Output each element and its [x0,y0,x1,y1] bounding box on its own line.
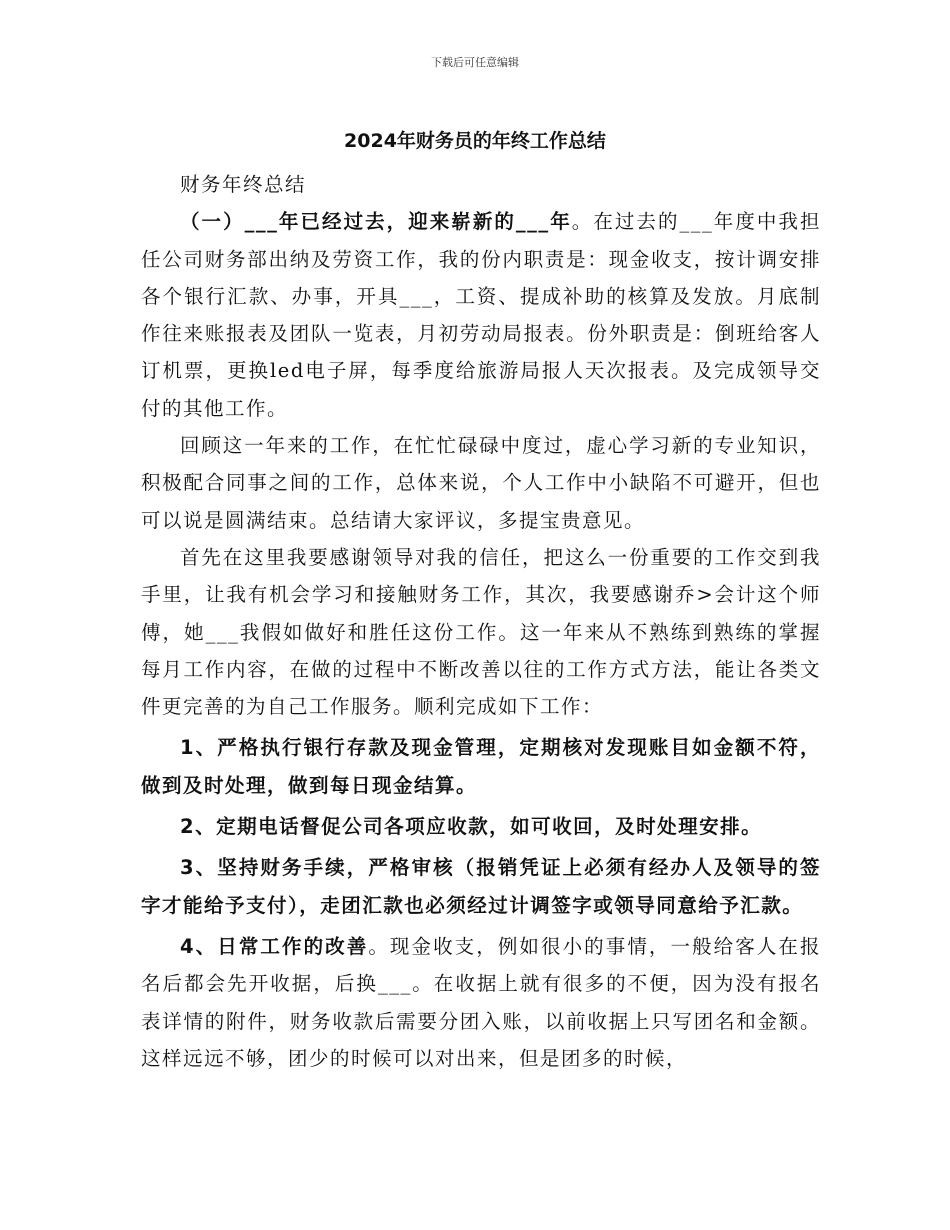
list-item-4-text: 。现金收支，例如很小的事情，一般给客人在报名后都会先开收据，后换___。在收据上就有很多的不便，因为没有报名表详情的附件，财务收款后需要分团入账，以前收据上只写团名和金额。这样远远不够，团少的时候可以对出来，但是团多的时候， [141,934,821,1070]
list-item-1: 1、严格执行银行存款及现金管理，定期核对发现账目如金额不符，做到及时处理，做到每日现金结算。 [141,736,821,797]
list-item-4-bold: 4、日常工作的改善 [180,934,369,958]
paragraph-1-bold: （一）___年已经过去，迎来崭新的___年 [180,210,572,234]
document-title: 2024年财务员的年终工作总结 [344,130,606,152]
paragraph-2: 回顾这一年来的工作，在忙忙碌碌中度过，虚心学习新的专业知识，积极配合同事之间的工作，总体来说，个人工作中小缺陷不可避开，但也可以说是圆满结束。总结请大家评议，多提宝贵意见。 [141,434,821,532]
document-body [141,166,821,1077]
paragraph-3: 首先在这里我要感谢领导对我的信任，把这么一份重要的工作交到我手里，让我有机会学习和接触财务工作，其次，我要感谢乔>会计这个师傅，她___我假如做好和胜任这份工作。这一年来从不熟练到熟练的掌握每月工作内容，在做的过程中不断改善以往的工作方式方法，能让各类文件更完善的为自己工作服务。顺利完成如下工作： [141,545,821,719]
paragraph-1-text: 。在过去的___年度中我担任公司财务部出纳及劳资工作，我的份内职责是：现金收支，按计调安排各个银行汇款、办事，开具___，工资、提成补助的核算及发放。月底制作往来账报表及团队一览表，月初劳动局报表。份外职责是：倒班给客人订机票，更换led电子屏，每季度给旅游局报人天次报表。及完成领导交付的其他工作。 [141,210,821,420]
list-item-3: 3、坚持财务手续，严格审核（报销凭证上必须有经办人及领导的签字才能给予支付），走团汇款也必须经过计调签字或领导同意给予汇款。 [141,856,821,917]
document-subtitle: 财务年终总结 [180,173,307,196]
paragraph-1 [141,203,821,427]
page-header-note: 下载后可任意编辑 [431,56,519,69]
list-item-2: 2、定期电话督促公司各项应收款，如可收回，及时处理安排。 [180,815,763,839]
list-item-4 [141,928,821,1077]
